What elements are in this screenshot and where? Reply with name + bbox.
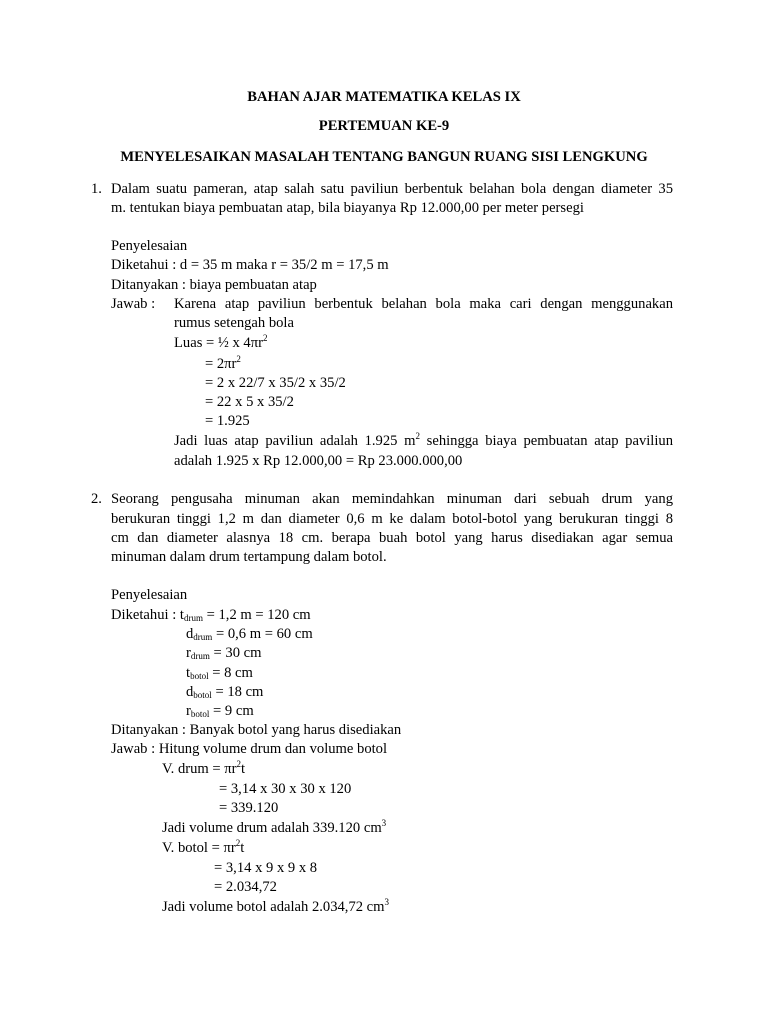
t-botol-var: t <box>186 665 191 681</box>
q2-ditanyakan: Ditanyakan : Banyak botol yang harus disediakan <box>111 722 402 738</box>
q1-luas-exponent: 2 <box>262 333 268 344</box>
q1-jawab-line2: rumus setengah bola <box>174 315 294 331</box>
q2-diketahui-t-drum <box>111 606 311 624</box>
q1-luas-text: Luas = ½ x 4πr <box>174 335 263 351</box>
jadi-botol-text: Jadi volume botol adalah 2.034,72 cm <box>162 899 385 915</box>
q2-number: 2. <box>91 491 102 507</box>
d-drum-value: = 0,6 m = 60 cm <box>212 626 313 642</box>
q1-step3: = 22 x 5 x 35/2 <box>205 394 294 410</box>
q2-question-line2: berukuran tinggi 1,2 m dan diameter 0,6 m ke dalam botol-botol yang berukuran tinggi 8 <box>111 511 673 527</box>
d-drum-var: d <box>186 626 194 642</box>
q1-conclusion-exponent: 2 <box>415 431 420 442</box>
vdrum-text: V. drum = πr <box>162 761 237 777</box>
r-botol-var: r <box>186 703 191 719</box>
t-botol-value: = 8 cm <box>208 665 253 681</box>
d-drum-sub: drum <box>193 632 213 642</box>
r-drum-value: = 30 cm <box>209 645 262 661</box>
r-botol-value: = 9 cm <box>209 703 254 719</box>
q1-ditanyakan: Ditanyakan : biaya pembuatan atap <box>111 277 317 293</box>
vbotol-exponent: 2 <box>235 838 241 849</box>
q1-question-line1: Dalam suatu pameran, atap salah satu paviliun berbentuk belahan bola dengan diameter 35 <box>111 181 673 197</box>
q1-jawab-line1: Karena atap paviliun berbentuk belahan bola maka cari dengan menggunakan <box>174 296 673 312</box>
d-botol-value: = 18 cm <box>211 684 264 700</box>
meeting-title: PERTEMUAN KE-9 <box>318 118 450 134</box>
doc-title: BAHAN AJAR MATEMATIKA KELAS IX <box>247 89 521 105</box>
q2-diketahui-label: Diketahui : <box>111 607 180 623</box>
r-drum-var: r <box>186 645 191 661</box>
q2-vdrum-step2: = 339.120 <box>219 800 279 816</box>
q2-jawab: Jawab : Hitung volume drum dan volume botol <box>111 741 388 757</box>
q2-question-line1: Seorang pengusaha minuman akan memindahkan minuman dari sebuah drum yang <box>111 491 673 507</box>
q1-conclusion-suffix: sehingga biaya pembuatan atap paviliun <box>419 433 674 449</box>
q2-vbotol-conclusion <box>162 898 389 916</box>
q1-diketahui: Diketahui : d = 35 m maka r = 35/2 m = 17,5 m <box>111 257 389 273</box>
q1-step1 <box>205 355 241 373</box>
d-botol-sub: botol <box>193 690 212 700</box>
q1-conclusion-line1 <box>174 432 673 450</box>
q1-conclusion-text: Jadi luas atap paviliun adalah 1.925 m <box>174 433 416 449</box>
t-drum-sub: drum <box>183 613 203 623</box>
q1-conclusion-line2: adalah 1.925 x Rp 12.000,00 = Rp 23.000.000,00 <box>174 453 463 469</box>
q1-penyelesaian: Penyelesaian <box>111 238 188 254</box>
q1-jawab-label: Jawab : <box>111 296 156 312</box>
q2-vdrum-step1: = 3,14 x 30 x 30 x 120 <box>219 781 352 797</box>
vdrum-exponent: 2 <box>236 759 242 770</box>
q1-step1-exponent: 2 <box>236 354 241 365</box>
q1-luas-formula <box>174 334 267 352</box>
q2-d-botol <box>186 683 263 701</box>
jadi-drum-text: Jadi volume drum adalah 339.120 cm <box>162 820 382 836</box>
q2-question-line4: minuman dalam drum tertampung dalam botol. <box>111 549 387 565</box>
q2-r-drum <box>186 644 261 662</box>
q2-penyelesaian: Penyelesaian <box>111 587 188 603</box>
q1-step2: = 2 x 22/7 x 35/2 x 35/2 <box>205 375 346 391</box>
q2-d-drum <box>186 625 313 643</box>
q2-t-botol <box>186 664 253 682</box>
vbotol-text: V. botol = πr <box>162 840 236 856</box>
q1-number: 1. <box>91 181 102 197</box>
q2-vbotol-step1: = 3,14 x 9 x 9 x 8 <box>214 860 318 876</box>
q2-r-botol <box>186 702 254 720</box>
q2-question-line3: cm dan diameter alasnya 18 cm. berapa buah botol yang harus disediakan agar semua <box>111 530 673 546</box>
jadi-botol-exponent: 3 <box>384 897 390 908</box>
q2-vdrum-formula <box>162 760 245 778</box>
r-botol-sub: botol <box>190 709 210 719</box>
t-drum-var: t <box>179 607 184 623</box>
q2-vbotol-step2: = 2.034,72 <box>214 879 277 895</box>
jadi-drum-exponent: 3 <box>381 818 387 829</box>
q1-step4: = 1.925 <box>205 413 250 429</box>
t-botol-sub: botol <box>190 671 209 681</box>
d-botol-var: d <box>186 684 194 700</box>
q1-question-line2: m. tentukan biaya pembuatan atap, bila biayanya Rp 12.000,00 per meter persegi <box>111 200 584 216</box>
vbotol-suffix: t <box>240 840 245 856</box>
q2-vdrum-conclusion <box>162 819 386 837</box>
topic-title: MENYELESAIKAN MASALAH TENTANG BANGUN RUANG SISI LENGKUNG <box>120 149 648 165</box>
r-drum-sub: drum <box>190 651 210 661</box>
vdrum-suffix: t <box>241 761 246 777</box>
q2-vbotol-formula <box>162 839 244 857</box>
t-drum-value: = 1,2 m = 120 cm <box>202 607 311 623</box>
q1-step1-text: = 2πr <box>205 356 237 372</box>
